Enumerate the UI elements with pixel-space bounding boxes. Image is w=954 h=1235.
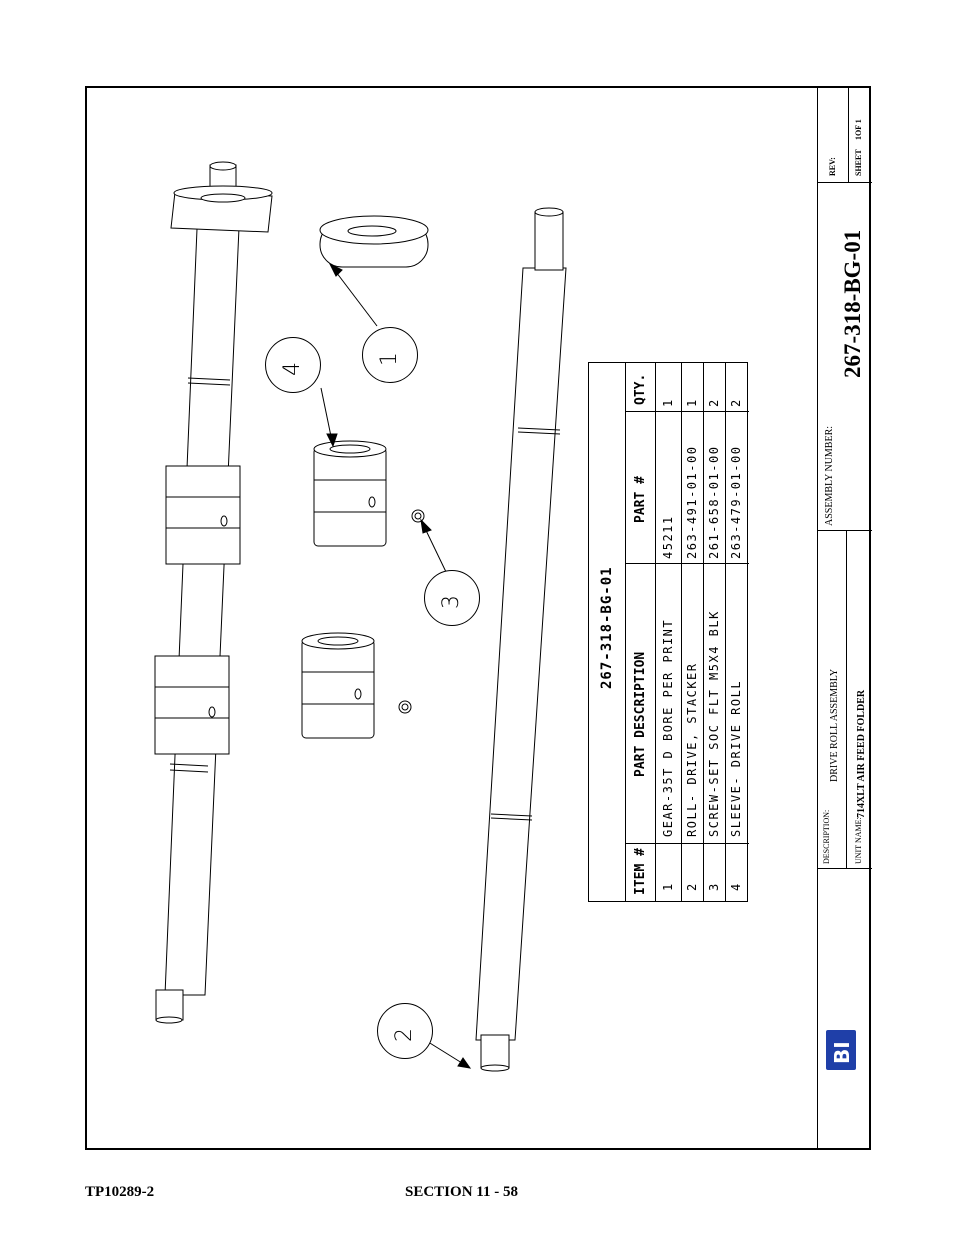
balloon-3 [424,570,480,626]
shaft-left-sleeve-lower [155,656,229,754]
balloon-2-label: 2 [392,1028,417,1042]
bom-row-2-qty: 1 [685,399,699,407]
shaft-left-body [165,205,240,995]
bom-row-4-desc: SLEEVE- DRIVE ROLL [729,679,743,837]
assembly-number: 267-318-BG-01 [840,229,865,378]
bom-header-qty: QTY. [633,373,648,405]
description-value: DRIVE ROLL ASSEMBLY [829,668,840,782]
roll-shaft-stub-top [535,212,563,270]
shaft-left-stub-bottom [156,990,183,1020]
bill-of-materials [588,362,748,902]
bom-row-3-item: 3 [707,883,721,891]
assembly-number-label: ASSEMBLY NUMBER: [824,425,835,526]
sleeve-part-upper [314,441,386,546]
balloon-4 [265,337,321,393]
bom-row-1-qty: 1 [661,399,675,407]
bom-row-2-desc: ROLL- DRIVE, STACKER [685,662,699,837]
company-logo [824,1026,862,1074]
set-screw-upper [412,510,424,522]
doc-number: TP10289-2 [85,1184,155,1200]
section-number: SECTION 11 - 58 [405,1184,518,1200]
balloon-1-label: 1 [377,352,402,366]
bom-row-1-item: 1 [661,883,675,891]
bom-row-3-part: 261-658-01-00 [707,445,721,559]
bom-row-3-qty: 2 [707,399,721,407]
bom-row-2-part: 263-491-01-00 [685,445,699,559]
bom-row-1-part: 45211 [661,515,675,559]
bom-title: 267-318-BG-01 [599,566,615,689]
bom-row-4-item: 4 [729,883,743,891]
gear-part [320,216,428,267]
balloon-2 [377,1003,433,1059]
unit-name-value: 714XLT AIR FEED FOLDER [856,689,867,818]
sheet-value: 1OF 1 [854,119,863,140]
sleeve-part-lower [302,633,374,738]
bom-row-1-desc: GEAR-35T D BORE PER PRINT [661,618,675,837]
description-label: DESCRIPTION: [822,809,831,864]
sheet-label: SHEET [854,149,863,176]
company-logo-text: BI [830,1041,854,1064]
shaft-left-sleeve-upper [166,466,240,564]
bom-row-3-desc: SCREW-SET SOC FLT M5X4 BLK [707,610,721,837]
roll-shaft-body [476,268,566,1040]
bom-header-item: ITEM # [633,848,648,895]
title-block [817,86,871,1150]
rev-label: REV: [828,157,837,176]
bom-header-description: PART DESCRIPTION [633,651,648,777]
unit-name-label: UNIT NAME: [854,817,863,864]
bom-row-4-qty: 2 [729,399,743,407]
roll-shaft-stub-bottom [481,1035,509,1068]
balloon-4-label: 4 [280,362,305,376]
balloon-3-label: 3 [439,595,464,609]
bom-row-4-part: 263-479-01-00 [729,445,743,559]
set-screw-lower [399,701,411,713]
bom-header-part: PART # [633,476,648,523]
balloon-1 [362,327,418,383]
bom-row-2-item: 2 [685,883,699,891]
